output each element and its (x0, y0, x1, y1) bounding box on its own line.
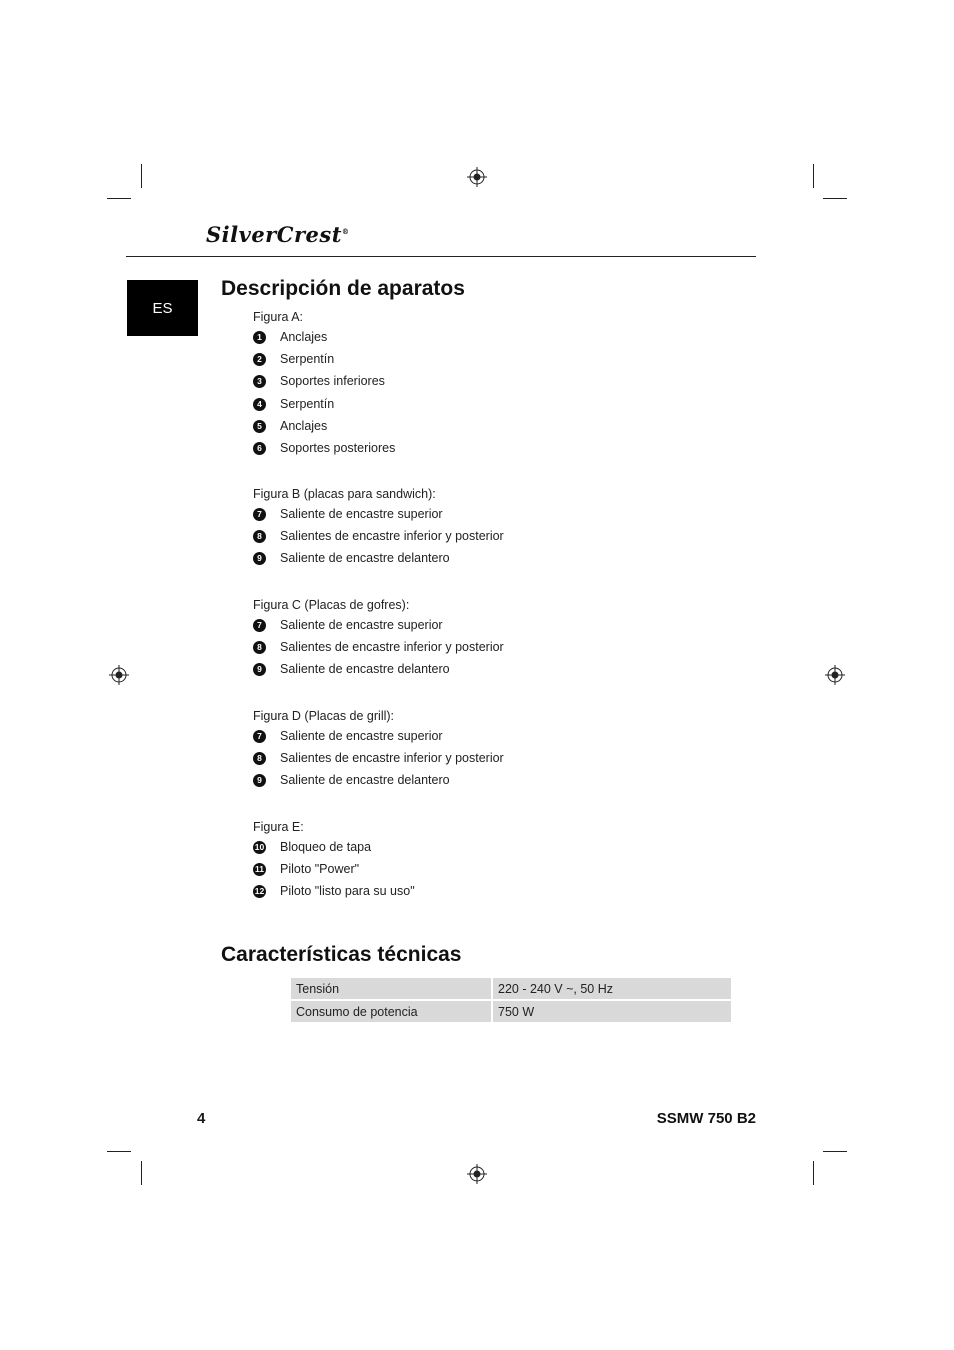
table-row (291, 1001, 731, 1022)
registration-mark-icon (467, 167, 487, 187)
item-label: Anclajes (280, 419, 328, 433)
item-number-badge: 9 (253, 552, 266, 565)
list-item (253, 839, 371, 855)
list-item (253, 883, 415, 899)
item-number-badge: 8 (253, 530, 266, 543)
spec-value: 750 W (493, 1001, 731, 1022)
item-label: Serpentín (280, 397, 335, 411)
crop-mark (141, 1161, 142, 1185)
list-item (253, 661, 450, 677)
crop-mark (107, 198, 131, 199)
item-number-badge: 11 (255, 864, 264, 874)
list-item (253, 617, 443, 633)
model-number: SSMW 750 B2 (656, 1110, 756, 1127)
crop-mark (823, 1151, 847, 1152)
spec-key: Tensión (291, 978, 493, 999)
specs-table (291, 976, 731, 1024)
item-number-badge: 8 (253, 752, 266, 765)
figure-label: Figura A: (253, 310, 304, 324)
item-number-badge: 5 (253, 420, 266, 433)
item-label: Salientes de encastre inferior y posterior (280, 751, 504, 765)
page-number: 4 (197, 1110, 206, 1127)
item-label: Serpentín (280, 352, 335, 366)
spec-value: 220 - 240 V ~, 50 Hz (493, 978, 731, 999)
item-label: Salientes de encastre inferior y posterior (280, 529, 504, 543)
list-item (253, 861, 359, 877)
item-label: Saliente de encastre delantero (280, 662, 450, 676)
item-number-badge: 7 (253, 619, 266, 632)
item-label: Bloqueo de tapa (280, 840, 372, 854)
list-item (253, 728, 443, 744)
registration-mark-icon (825, 665, 845, 685)
table-row (291, 978, 731, 999)
list-item (253, 351, 334, 367)
figure-label: Figura D (Placas de grill): (253, 709, 395, 723)
item-number-badge: 6 (253, 442, 266, 455)
language-tab (127, 280, 198, 336)
header-divider (126, 256, 756, 257)
item-number-badge: 9 (253, 774, 266, 787)
trademark-mark: ® (341, 227, 350, 236)
item-number-badge: 4 (253, 398, 266, 411)
item-label: Saliente de encastre delantero (280, 551, 450, 565)
item-label: Saliente de encastre delantero (280, 773, 450, 787)
crop-mark (107, 1151, 131, 1152)
registration-mark-icon (467, 1164, 487, 1184)
item-label: Soportes posteriores (280, 441, 396, 455)
list-item (253, 550, 450, 566)
item-label: Saliente de encastre superior (280, 618, 443, 632)
brand-name: SilverCrest (206, 222, 342, 247)
item-label: Soportes inferiores (280, 374, 385, 388)
crop-mark (823, 198, 847, 199)
brand-logo (206, 222, 349, 247)
list-item (253, 772, 450, 788)
item-number-badge: 2 (253, 353, 266, 366)
list-item (253, 750, 504, 766)
item-number-badge: 9 (253, 663, 266, 676)
item-number-badge: 7 (253, 508, 266, 521)
list-item (253, 528, 504, 544)
item-number-badge: 12 (254, 886, 265, 896)
item-number-badge: 1 (253, 331, 266, 344)
item-label: Piloto "Power" (280, 862, 360, 876)
item-number-badge: 8 (253, 641, 266, 654)
item-label: Salientes de encastre inferior y posterior (280, 640, 504, 654)
figure-label: Figura B (placas para sandwich): (253, 487, 436, 501)
list-item (253, 373, 385, 389)
figure-label: Figura E: (253, 820, 304, 834)
section-title-specs: Características técnicas (221, 943, 462, 966)
list-item (253, 440, 395, 456)
crop-mark (813, 164, 814, 188)
spec-key: Consumo de potencia (291, 1001, 493, 1022)
list-item (253, 396, 334, 412)
item-label: Saliente de encastre superior (280, 507, 443, 521)
item-label: Saliente de encastre superior (280, 729, 443, 743)
list-item (253, 639, 504, 655)
list-item (253, 329, 327, 345)
crop-mark (141, 164, 142, 188)
item-number-badge: 7 (253, 730, 266, 743)
section-title-description: Descripción de aparatos (221, 277, 465, 300)
item-label: Piloto "listo para su uso" (280, 884, 415, 898)
language-tab-label: ES (152, 299, 173, 317)
registration-mark-icon (109, 665, 129, 685)
figure-label: Figura C (Placas de gofres): (253, 598, 410, 612)
list-item (253, 506, 443, 522)
list-item (253, 418, 327, 434)
item-number-badge: 10 (254, 842, 265, 852)
item-number-badge: 3 (253, 375, 266, 388)
item-label: Anclajes (280, 330, 328, 344)
crop-mark (813, 1161, 814, 1185)
